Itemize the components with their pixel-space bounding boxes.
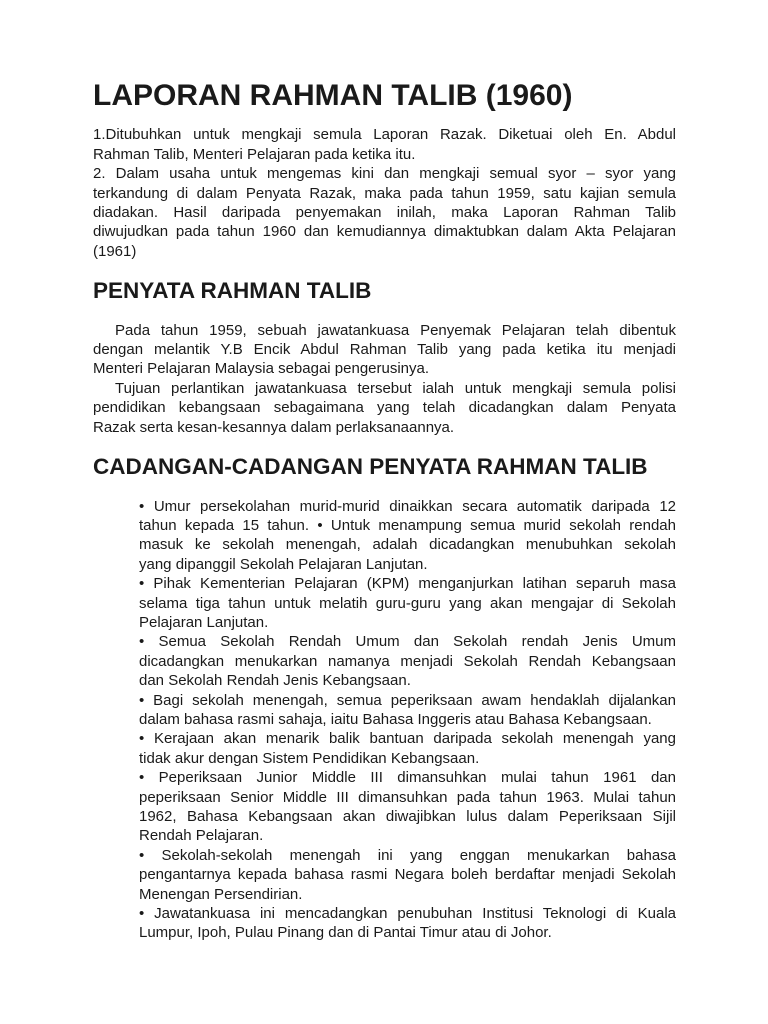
list-item-line: • Kerajaan akan menarik balik bantuan daripada sekolah menengah yang [139,730,676,748]
list-item-line: selama tiga tahun untuk melatih guru-guru yang akan mengajar di Sekolah [139,594,676,612]
list-item-line: yang dipanggil Sekolah Pelajaran Lanjutan. [139,555,428,573]
list-item-line: dalam bahasa rasmi sahaja, iaitu Bahasa Inggeris atau Bahasa Kebangsaan. [139,710,652,728]
section-title-penyata: PENYATA RAHMAN TALIB [93,278,372,304]
text-line: Rahman Talib, Menteri Pelajaran pada ketika itu. [93,145,416,163]
recommendation-list [93,497,676,943]
text-line: 1.Ditubuhkan untuk mengkaji semula Laporan Razak. Diketuai oleh En. Abdul [93,126,676,144]
text-line: Menteri Pelajaran Malaysia sebagai pengerusinya. [93,360,430,378]
list-item-line: Menengan Persendirian. [139,885,303,903]
list-item-line: 1962, Bahasa Kebangsaan akan diwajibkan lulus dalam Peperiksaan Sijil [139,808,676,825]
text-line: Tujuan perlantikan jawatankuasa tersebut ialah untuk mengkaji semula polisi [115,379,676,397]
list-item-line: • Pihak Kementerian Pelajaran (KPM) menganjurkan latihan separuh masa [139,575,676,593]
text-line: diadakan. Hasil daripada penyemakan inilah, maka Laporan Rahman Talib [93,204,676,222]
list-item-line: • Umur persekolahan murid-murid dinaikkan secara automatik daripada 12 [139,497,676,515]
section-title-cadangan: CADANGAN-CADANGAN PENYATA RAHMAN TALIB [93,454,648,480]
list-item-line: Rendah Pelajaran. [139,827,264,845]
list-item-line: • Semua Sekolah Rendah Umum dan Sekolah rendah Jenis Umum [139,633,676,651]
list-item-line: dan Sekolah Rendah Jenis Kebangsaan. [139,672,411,690]
list-item-line: • Jawatankuasa ini mencadangkan penubuhan Institusi Teknologi di Kuala [139,905,676,923]
text-line: terkandung di dalam Penyata Razak, maka pada tahun 1959, satu kajian semula [93,184,676,202]
list-item-line: tahun kepada 15 tahun. • Untuk menampung semua murid sekolah rendah [139,516,676,534]
text-line: dengan melantik Y.B Encik Abdul Rahman Talib yang pada ketika itu menjadi [93,341,676,359]
section-body-penyata [93,321,676,437]
text-line: pendidikan kebangsaan sebagaimana yang telah dicadangkan dalam Penyata [93,399,676,417]
list-item-line: peperiksaan Senior Middle III dimansuhkan pada tahun 1963. Mulai tahun [139,788,676,806]
list-item-line: Pelajaran Lanjutan. [139,613,269,631]
document-page [93,79,676,943]
list-item-line: • Peperiksaan Junior Middle III dimansuhkan mulai tahun 1961 dan [139,769,676,787]
list-item-line: Lumpur, Ipoh, Pulau Pinang dan di Pantai Timur atau di Johor. [139,924,552,942]
section-title-laporan: LAPORAN RAHMAN TALIB (1960) [93,79,573,112]
text-line: (1961) [93,242,137,260]
list-item-line: pengantarnya kepada bahasa rasmi Negara boleh berdaftar menjadi Sekolah [139,866,676,884]
list-item-line: • Bagi sekolah menengah, semua peperiksaan awam hendaklah dijalankan [139,691,676,709]
list-item-line: • Sekolah-sekolah menengah ini yang enggan menukarkan bahasa [139,846,676,864]
list-item-line: tidak akur dengan Sistem Pendidikan Kebangsaan. [139,749,480,767]
text-line: diwujudkan pada tahun 1960 dan kemudiannya dimaktubkan dalam Akta Pelajaran [93,223,676,241]
list-item-line: dicadangkan menukarkan namanya menjadi Sekolah Rendah Kebangsaan [139,652,676,670]
section-body-laporan [93,125,676,261]
text-line: 2. Dalam usaha untuk mengemas kini dan mengkaji semual syor – syor yang [93,165,676,183]
list-item-line: masuk ke sekolah menengah, adalah dicadangkan menubuhkan sekolah [139,536,676,554]
text-line: Pada tahun 1959, sebuah jawatankuasa Penyemak Pelajaran telah dibentuk [115,321,676,339]
text-line: Razak serta kesan-kesannya dalam perlaksanaannya. [93,418,455,436]
